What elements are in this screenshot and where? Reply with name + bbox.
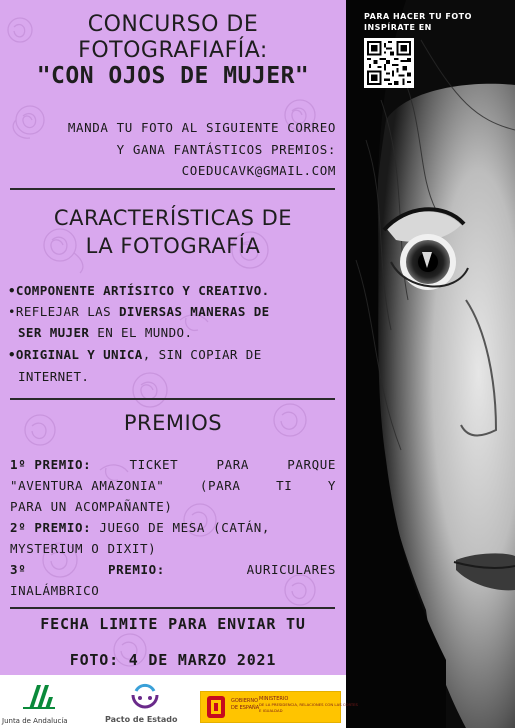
feature-item-diversity-rest: EN EL MUNDO. [89, 325, 193, 340]
prize-1-word: Y [327, 478, 336, 493]
woman-portrait-photo [346, 0, 515, 728]
prize-2-line2: MYSTERIUM O DIXIT) [10, 541, 157, 556]
prize-1-word: TI [276, 478, 293, 493]
ministerio-name-text: DE LA PRESIDENCIA, RELACIONES CON LAS CORTES [259, 702, 358, 707]
prize-3-label-a: 3º [10, 562, 27, 577]
prize-1-word: PARQUE [287, 457, 336, 472]
prize-1-line3: PARA UN ACOMPAÑANTE) [10, 499, 173, 514]
prize-2-line1 [10, 518, 336, 538]
sponsor-footer [0, 675, 358, 728]
deadline-line1: FECHA LIMITE PARA ENVIAR TU [40, 615, 306, 633]
gobierno-text: GOBIERNO [231, 698, 259, 704]
contest-title-line1: CONCURSO DE [87, 12, 259, 37]
prize-1-word: "AVENTURA AMAZONIA" [10, 478, 165, 493]
qr-label-line1: PARA HACER TU FOTO [364, 12, 472, 21]
features-heading-line1: CARACTERÍSTICAS DE [53, 206, 293, 230]
feature-item-diversity [8, 302, 338, 322]
contest-title-line3: "CON OJOS DE MUJER" [36, 63, 310, 89]
portrait-illustration [346, 0, 515, 728]
qr-code[interactable] [364, 38, 414, 88]
prize-2-label: 2º PREMIO: [10, 520, 92, 535]
divider [10, 188, 335, 190]
prize-1-line1 [10, 455, 336, 475]
contest-title-line2: FOTOGRAFIAFÍA: [78, 38, 268, 63]
feature-item-original-cont: INTERNET. [18, 369, 90, 384]
prize-3-label-b: PREMIO: [107, 562, 165, 577]
intro-line1: MANDA TU FOTO AL SIGUIENTE CORREO [67, 120, 336, 135]
pacto-estado-smile-icon [127, 681, 163, 711]
junta-andalucia-text: Junta de Andalucía [2, 717, 68, 725]
gobierno-espana-logo [200, 691, 358, 723]
ministerio-text: MINISTERIO [259, 696, 289, 702]
feature-item-diversity-cont [18, 323, 346, 343]
spain-coat-of-arms-icon [205, 694, 227, 720]
feature-item-original-bold: •ORIGINAL Y UNICA [8, 347, 143, 362]
feature-item-artistic [8, 281, 338, 301]
pacto-estado-logo [105, 681, 178, 726]
deadline-line2: FOTO: 4 DE MARZO 2021 [69, 651, 277, 669]
qr-label-line2: INSPÍRATE EN [364, 23, 432, 32]
prize-1-word: (PARA [199, 478, 241, 493]
pacto-estado-text: Pacto de Estado [105, 715, 178, 724]
prize-1-label: 1º PREMIO: [10, 457, 92, 472]
prize-1-word: TICKET [129, 457, 179, 472]
qr-code-icon [367, 41, 411, 85]
prize-1-word: PARA [216, 457, 249, 472]
feature-item-original [8, 345, 338, 365]
prize-1-line2 [10, 476, 336, 496]
feature-item-diversity-bold: DIVERSAS MANERAS DE [118, 304, 270, 319]
prize-3-line1 [10, 560, 336, 580]
prize-3-text: AURICULARES [246, 562, 336, 577]
intro-line2: Y GANA FANTÁSTICOS PREMIOS: [116, 142, 336, 157]
features-heading-line2: LA FOTOGRAFÍA [85, 234, 261, 258]
divider [10, 398, 335, 400]
andalucia-emblem-icon [19, 681, 59, 711]
prize-2-text: JUEGO DE MESA (CATÁN, [91, 520, 271, 535]
feature-item-artistic-text: •COMPONENTE ARTÍSITCO Y CREATIVO. [8, 283, 270, 298]
prizes-heading: PREMIOS [123, 411, 223, 435]
espana-text: DE ESPAÑA [231, 705, 260, 711]
divider [10, 607, 335, 609]
prize-3-line2: INALÁMBRICO [10, 583, 100, 598]
feature-item-diversity-prefix: •REFLEJAR LAS [8, 304, 119, 319]
feature-item-diversity-bold2: SER MUJER [18, 325, 90, 340]
igualdad-text: E IGUALDAD [259, 708, 283, 713]
junta-andalucia-logo [2, 681, 70, 726]
contact-email[interactable]: COEDUCAVK@GMAIL.COM [181, 163, 336, 178]
feature-item-original-rest: , SIN COPIAR DE [142, 347, 262, 362]
